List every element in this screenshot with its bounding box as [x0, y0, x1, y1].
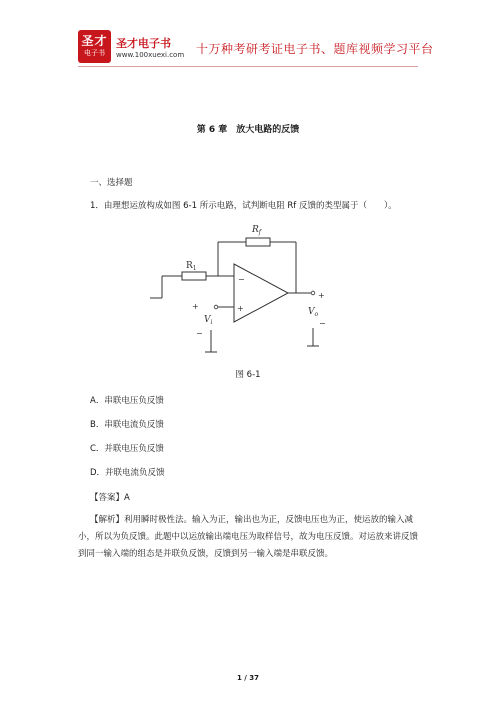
label-r1: $R_1$	[186, 261, 197, 272]
option-c: C．并联电压负反馈	[90, 444, 164, 454]
label-vi: $V_i$	[204, 315, 213, 326]
resistor-rf	[246, 238, 270, 246]
terminal-vi	[214, 305, 218, 309]
chapter-title: 第 6 章 放大电路的反馈	[196, 125, 300, 135]
label-minus-input: −	[238, 275, 245, 284]
label-vi-minus: −	[196, 329, 203, 338]
label-plus-input: +	[237, 304, 244, 313]
analysis-text: 【解析】利用瞬时极性法。输入为正，输出也为正，反馈电压也为正，使运放的输入减小，所以为负反馈。此题中以运放输出端电压为取样信号，故为电压反馈。对运放来讲反馈到同一输入端的组态是并联负反馈，反馈到另一输入端是串联反馈。	[78, 515, 419, 559]
logo-text-sub: 电子书	[84, 49, 105, 57]
question-text: 1．由理想运放构成如图 6-1 所示电路，试判断电阻 Rf 反馈的类型属于（ ）。	[90, 201, 397, 211]
label-vo-minus: −	[319, 319, 326, 328]
section-heading: 一、选择题	[90, 178, 133, 188]
header-slogan: 十万种考研考证电子书、题库视频学习平台	[196, 42, 434, 56]
label-rf: $R_f$	[252, 225, 262, 236]
label-vi-plus: +	[192, 302, 199, 311]
opamp-triangle	[234, 264, 288, 322]
resistor-r1	[182, 272, 206, 280]
page-number: 1 / 37	[236, 674, 260, 682]
answer: 【答案】A	[90, 493, 130, 503]
logo-text-main: 圣才	[81, 34, 108, 48]
label-vo: $V_o$	[308, 307, 319, 318]
option-a: A．串联电压负反馈	[90, 396, 164, 406]
label-vo-plus: +	[318, 291, 325, 300]
figure-caption: 图 6-1	[235, 370, 261, 380]
terminal-vo	[311, 291, 315, 295]
option-b: B．串联电流负反馈	[90, 420, 164, 430]
brand-url[interactable]: www.100xuexi.com	[116, 51, 185, 59]
brand-name: 圣才电子书	[116, 37, 171, 50]
option-d: D．并联电流负反馈	[90, 468, 165, 478]
